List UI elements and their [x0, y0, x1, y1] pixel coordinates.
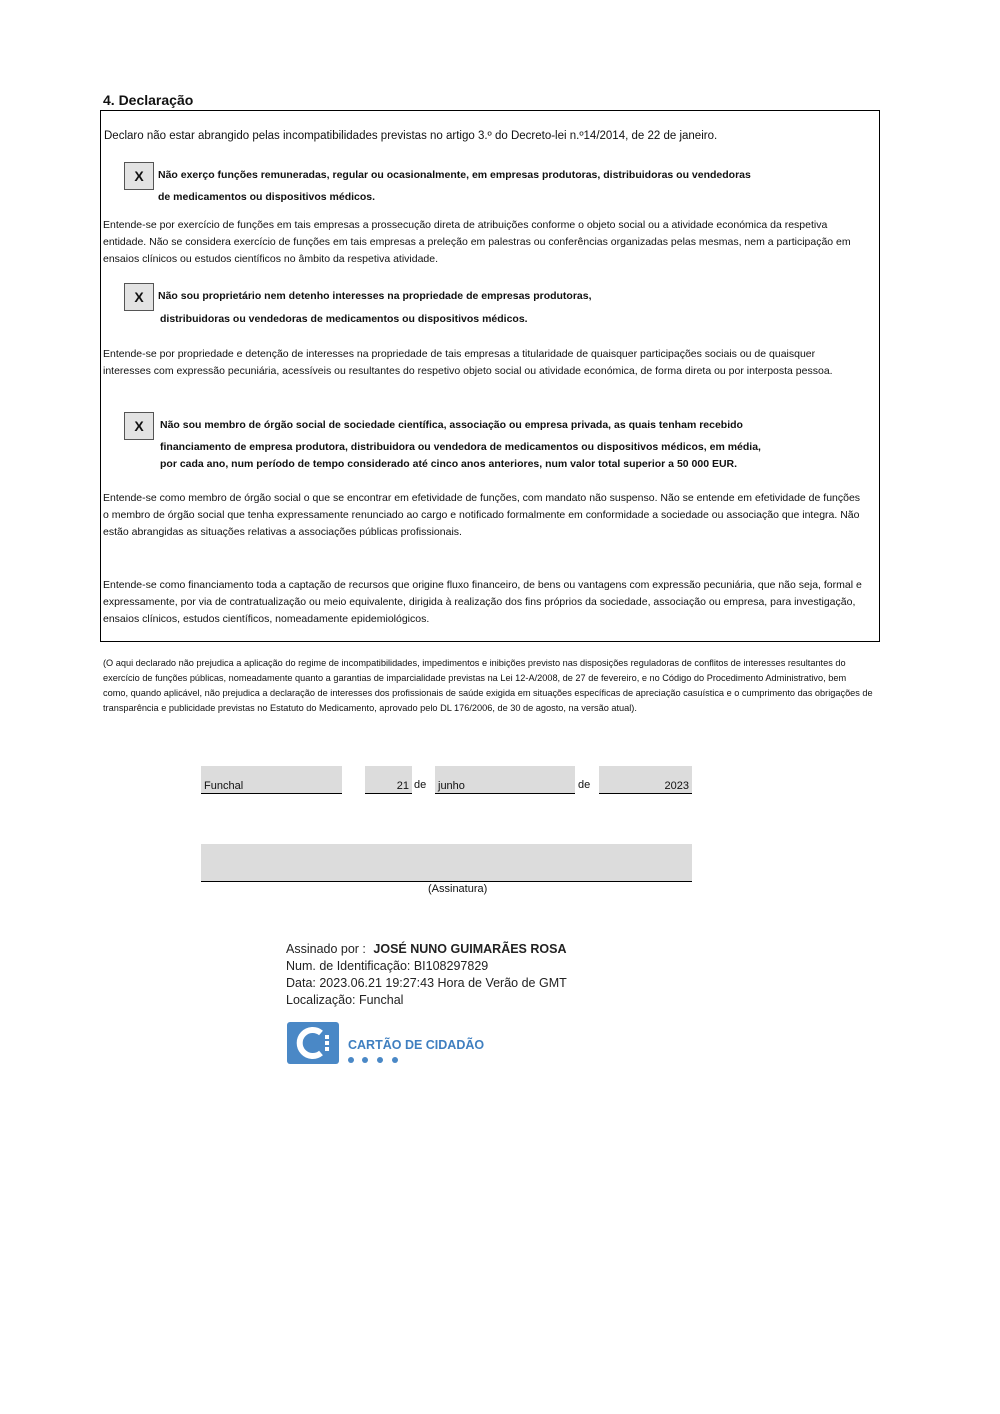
- checkbox-no-paid-functions[interactable]: X: [124, 162, 154, 190]
- signer-name: JOSÉ NUNO GUIMARÃES ROSA: [373, 942, 567, 956]
- year-field[interactable]: 2023: [599, 766, 692, 794]
- item3-explanation: Entende-se como membro de órgão social o que se encontrar em efetividade de funções, com mandato não suspenso. Não se entende em efetividade de funções o membro de órgão social que tenha expressamente renunciado ao cargo e notificado formalmente em conformidade a sociedade ou associação que integra. Não estão abrangidas as situações relativas a associações públicas profissionais.: [103, 492, 861, 538]
- logo-text: CARTÃO DE CIDADÃO: [348, 1038, 485, 1052]
- financing-note: Entende-se como financiamento toda a captação de recursos que origine fluxo financeiro, de bens ou vantagens com expressão pecuniária, que não seja, formal e expressamente, por via de contratualização ou meio equivalente, dirigida à realização dos fins próprios da sociedade, associação ou empresa, para investigação, ensaios clínicos, estudos científicos, nomeadamente epidemiológicos.: [103, 579, 862, 625]
- item1-explanation: Entende-se por exercício de funções em tais empresas a prossecução direta de atribuições conforme o objeto social ou a atividade económica da respetiva entidade. Não se considera exercício de funções em tais empresas a preleção em palestras ou conferências organizadas pelas mesmas, nem a participação em ensaios clínicos ou estudos científicos no âmbito da respetiva atividade.: [103, 219, 851, 265]
- section-title: 4. Declaração: [103, 92, 194, 108]
- item3-line3: por cada ano, num período de tempo considerado até cinco anos anteriores, num valor total superior a 50 000 EUR.: [160, 458, 738, 470]
- item3-line2: financiamento de empresa produtora, distribuidora ou vendedora de medicamentos ou dispositivos médicos, em média,: [160, 441, 761, 453]
- identification-line: Num. de Identificação: BI108297829: [286, 959, 489, 973]
- signature-box[interactable]: [201, 844, 692, 882]
- signature-caption: (Assinatura): [428, 883, 488, 895]
- signature-location-line: Localização: Funchal: [286, 993, 404, 1007]
- item1-line2: de medicamentos ou dispositivos médicos.: [158, 191, 376, 203]
- place-field[interactable]: Funchal: [201, 766, 342, 794]
- item2-explanation: Entende-se por propriedade e detenção de interesses na propriedade de tais empresas a titularidade de quaisquer participações sociais ou de quaisquer interesses com expressão pecuniária, acessíveis ou resultantes do respetivo objeto social ou atividade económica, de forma direta ou por interposta pessoa.: [103, 348, 833, 377]
- signed-by-line: [286, 941, 706, 958]
- item2-line2: distribuidoras ou vendedoras de medicamentos ou dispositivos médicos.: [160, 313, 528, 325]
- checkbox-no-ownership[interactable]: X: [124, 283, 154, 311]
- signature-date-line: Data: 2023.06.21 19:27:43 Hora de Verão de GMT: [286, 976, 567, 990]
- item3-line1: Não sou membro de órgão social de sociedade científica, associação ou empresa privada, as quais tenham recebido: [160, 419, 743, 431]
- signed-by-label: Assinado por :: [286, 942, 366, 956]
- day-field[interactable]: 21: [365, 766, 412, 794]
- item2-line1: Não sou proprietário nem detenho interesses na propriedade de empresas produtoras,: [158, 290, 592, 302]
- declaration-lead: Declaro não estar abrangido pelas incompatibilidades previstas no artigo 3.º do Decreto-lei n.º14/2014, de 22 de janeiro.: [104, 130, 718, 142]
- item1-line1: Não exerço funções remuneradas, regular ou ocasionalmente, em empresas produtoras, distribuidoras ou vendedoras: [158, 169, 751, 181]
- date-separator-1: de: [414, 779, 427, 791]
- month-field[interactable]: junho: [435, 766, 575, 794]
- date-separator-2: de: [578, 779, 591, 791]
- disclaimer: (O aqui declarado não prejudica a aplicação do regime de incompatibilidades, impedimentos e inibições previsto nas disposições reguladoras de conflitos de interesses resultantes do exercício de funções públicas, nomeadamente quanto a garantias de imparcialidade previstas na Lei 12-A/2008, de 27 de fevereiro, e no Código do Procedimento Administrativo, bem como, quando aplicável, não prejudica a declaração de interesses dos profissionais de saúde exigida em situações específicas de apreciação casuística e o cumprimento das obrigações de transparência e publicidade previstas no Estatuto do Medicamento, aprovado pelo DL 176/2006, de 30 de agosto, na versão atual).: [103, 658, 873, 713]
- digital-signature-block: [286, 941, 706, 1009]
- checkbox-no-board-membership[interactable]: X: [124, 412, 154, 440]
- cartao-de-cidadao-logo: [287, 1022, 497, 1073]
